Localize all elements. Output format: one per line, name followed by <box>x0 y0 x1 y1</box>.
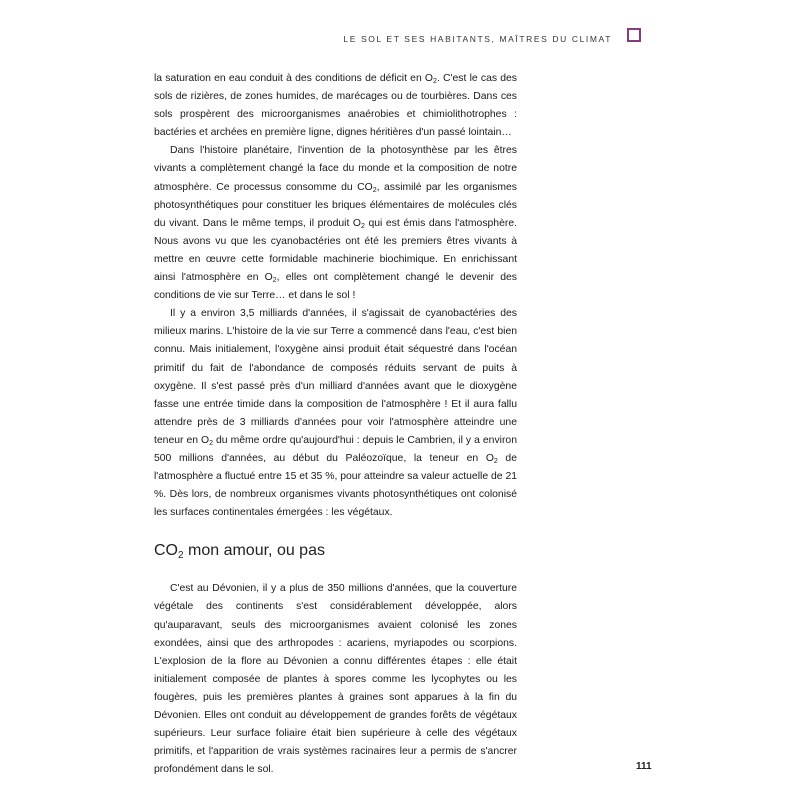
section-title: $CO_2$ mon amour, ou pas <box>154 542 325 562</box>
running-head: LE SOL ET SES HABITANTS, MAÎTRES DU CLIMAT <box>343 34 612 44</box>
paragraph-3: Il y a environ 3,5 milliards d'années, il s'agissait de cyanobactéries des milieux marins. L'histoire de la vie sur Terre a commencé dans l'eau, c'est bien connu. Mais initialement, l'oxygène ainsi produit était séquestré dans l'océan primitif du fait de l'abondance de composés réduits servant de puits à oxygène. Il s'est passé près d'un milliard d'années avant que le dioxygène fasse une entrée timide dans la composition de l'atmosphère ! Et il aura fallu attendre près de 3 milliards d'années pour voir l'atmosphère atteindre une teneur en $O_2$ du même ordre qu'aujourd'hui : depuis le Cambrien, il y a environ 500 millions d'années, au début du Paléozoïque, la teneur en $O_2$ de l'atmosphère a fluctué entre 15 et 35 %, pour atteindre sa valeur actuelle de 21 %. Dès lors, de nombreux organismes vivants photosynthétiques ont colonisé les surfaces continentales émergées : les végétaux. <box>154 308 517 519</box>
page-body <box>154 70 517 779</box>
chapter-marker-square <box>627 28 641 42</box>
paragraph-4: C'est au Dévonien, il y a plus de 350 millions d'années, que la couverture végétale des continents s'est considérablement développée, alors qu'auparavant, seuls des microorganismes avaient colonisé les zones exondées, ainsi que des arthropodes : acariens, myriapodes ou scorpions. L'explosion de la flore au Dévonien a connu différentes étapes : elle était initialement composée de plantes à spores comme les lycophytes ou les fougères, puis les premières plantes à graines sont apparues à la fin du Dévonien. Elles ont conduit au développement de grandes forêts de végétaux supérieurs. Leur surface foliaire était bien supérieure à celle des végétaux primitifs, et l'apparition de vrais systèmes racinaires leur a permis de s'ancrer profondément dans le sol. <box>154 583 517 776</box>
paragraph-1: la saturation en eau conduit à des conditions de déficit en $O_2$. C'est le cas des sols de rizières, de zones humides, de marécages ou de tourbières. Dans ces sols prospèrent des microorganismes anaérobies et chimiolithotrophes : bactéries et archées en première ligne, dignes héritières d'un passé lointain… <box>154 73 517 139</box>
paragraph-2: Dans l'histoire planétaire, l'invention de la photosynthèse par les êtres vivants a complètement changé la face du monde et la composition de notre atmosphère. Ce processus consomme du $CO_2$, assimilé par les organismes photosynthétiques pour constituer les briques élémentaires de molécules clés du vivant. Dans le même temps, il produit $O_2$ qui est émis dans l'atmosphère. Nous avons vu que les cyanobactéries ont été les premiers êtres vivants à mettre en œuvre cette formidable machinerie biochimique. En enrichissant ainsi l'atmosphère en $O_2$, elles ont complètement changé le devenir des conditions de vie sur Terre… et dans le sol ! <box>154 145 517 302</box>
page-number: 111 <box>636 761 652 772</box>
